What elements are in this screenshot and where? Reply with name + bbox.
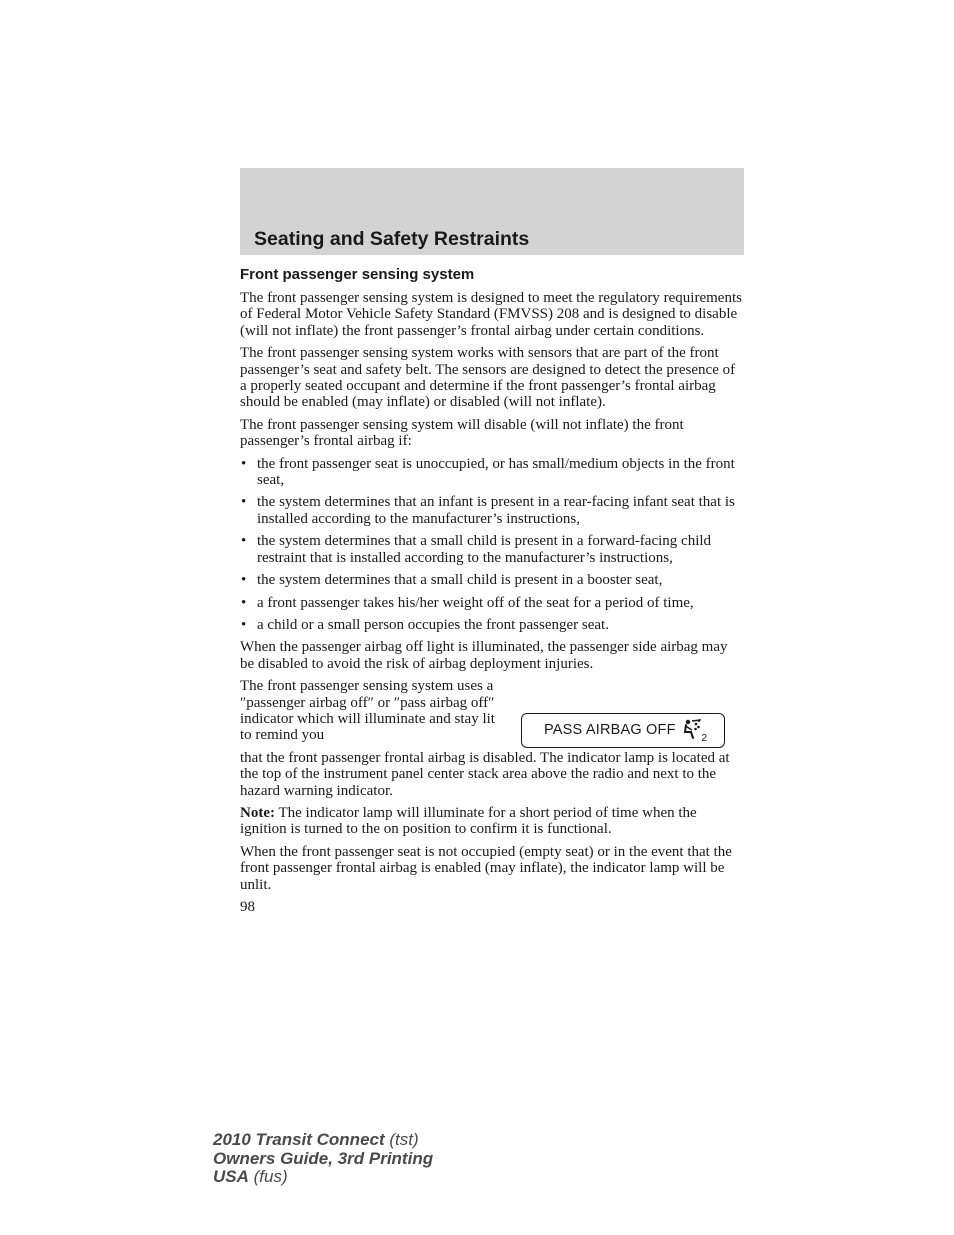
list-item — [240, 456, 745, 489]
list-item — [240, 617, 745, 633]
bullet: • — [241, 494, 247, 511]
footer-line: Owners Guide, 3rd Printing — [213, 1148, 434, 1168]
footer-line — [213, 1168, 433, 1187]
list-item-text: the system determines that a small child is present in a forward-facing child restraint that is installed according to the manufacturer’s instructions, — [257, 533, 712, 566]
indicator-section — [240, 678, 745, 799]
page-number: 98 — [240, 899, 255, 915]
list-item — [240, 533, 745, 566]
list-item-text: a front passenger takes his/her weight off of the seat for a period of time, — [257, 594, 694, 611]
paragraph: When the front passenger seat is not occupied (empty seat) or in the event that the front passenger frontal airbag is enabled (may inflate), the indicator lamp will be unlit. — [240, 843, 732, 893]
list-item-text: a child or a small person occupies the front passenger seat. — [257, 616, 609, 633]
subheading: Front passenger sensing system — [240, 266, 475, 283]
list-item-text: the front passenger seat is unoccupied, or has small/medium objects in the front seat, — [257, 455, 735, 489]
bullet: • — [241, 572, 247, 589]
list-item — [240, 595, 745, 611]
indicator-label: PASS AIRBAG OFF — [544, 722, 676, 739]
bullet: • — [241, 594, 247, 611]
indicator-paragraph-continued: that the front passenger frontal airbag is disabled. The indicator lamp is located at the top of the instrument panel center stack area above the radio and next to the hazard warning indicator. — [240, 749, 730, 799]
footer-market-code: (fus) — [248, 1167, 288, 1186]
paragraph: The front passenger sensing system works with sensors that are part of the front passenger’s seat and safety belt. The sensors are designed to detect the presence of a properly seated occupant and determine if the front passenger’s frontal airbag should be enabled (may inflate) or disabled (will not inflate). — [240, 345, 736, 411]
list-item — [240, 494, 745, 527]
paragraph: When the passenger airbag off light is illuminated, the passenger side airbag may be disabled to avoid the risk of airbag deployment injuries. — [240, 639, 728, 672]
paragraph: The front passenger sensing system will disable (will not inflate) the front passenger’s frontal airbag if: — [240, 416, 684, 450]
list-item — [240, 572, 745, 588]
bullet: • — [241, 616, 247, 633]
footer-market: USA — [213, 1167, 249, 1186]
section-title: Seating and Safety Restraints — [254, 228, 530, 250]
footer-model: 2010 Transit Connect — [213, 1130, 385, 1149]
indicator-paragraph: The front passenger sensing system uses a ″passenger airbag off″ or ″pass airbag off″ indicator which will illuminate and stay lit to remind you — [240, 678, 495, 744]
note-label: Note: — [240, 804, 275, 821]
bullet: • — [241, 455, 247, 472]
footer-model-code: (tst) — [384, 1130, 419, 1149]
note-paragraph — [240, 805, 745, 838]
bullet: • — [241, 533, 247, 550]
list-item-text: the system determines that a small child is present in a booster seat, — [257, 572, 663, 589]
paragraph: The front passenger sensing system is designed to meet the regulatory requirements of Federal Motor Vehicle Safety Standard (FMVSS) 208 and is designed to disable (will not inflate) the front passenger’s frontal airbag under certain conditions. — [240, 290, 742, 339]
indicator-subscript: 2 — [701, 732, 707, 743]
list-item-text: the system determines that an infant is present in a rear-facing infant seat that is installed according to the manufacturer’s instructions, — [257, 494, 735, 527]
footer — [213, 1131, 433, 1187]
footer-line — [213, 1131, 433, 1150]
pass-airbag-off-indicator — [521, 713, 725, 748]
passenger-airbag-icon — [682, 719, 708, 743]
note-text: The indicator lamp will illuminate for a short period of time when the ignition is turned to the on position to confirm it is functional. — [240, 804, 697, 838]
page-content — [240, 266, 745, 921]
conditions-list — [240, 456, 745, 634]
